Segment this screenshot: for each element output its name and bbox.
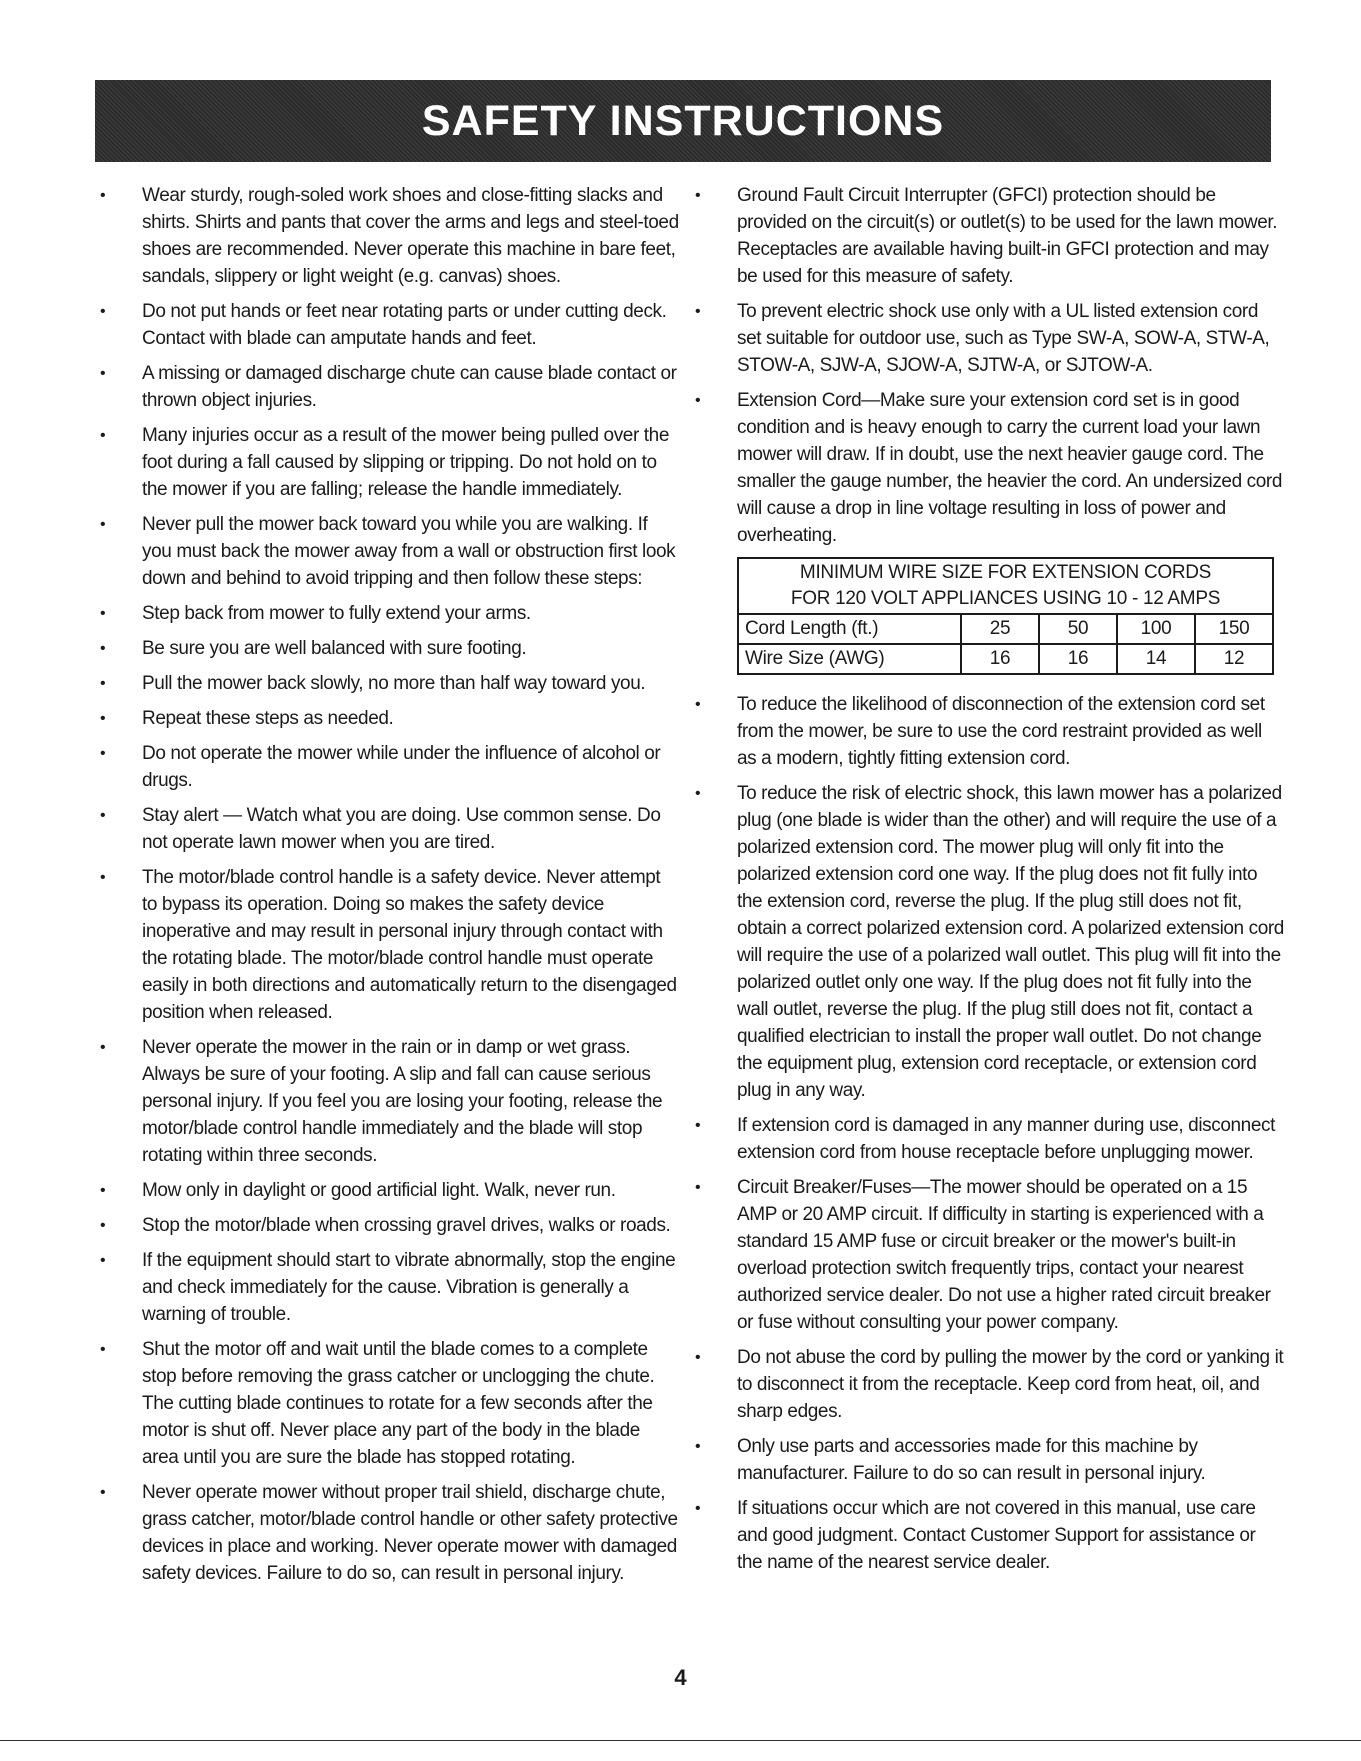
- table-title-line1: MINIMUM WIRE SIZE FOR EXTENSION CORDS: [799, 562, 1212, 583]
- footer-divider: [0, 1740, 1361, 1741]
- table-cell: 12: [1195, 644, 1273, 674]
- table-cell: 16: [1039, 644, 1117, 674]
- table-title: [738, 558, 1273, 614]
- list-item: • If extension cord is damaged in any manner during use, disconnect extension cord from house receptacle before unplugging mower.: [695, 1112, 1285, 1166]
- list-item: • Only use parts and accessories made for this machine by manufacturer. Failure to do so can result in personal injury.: [695, 1433, 1285, 1487]
- right-column: [695, 182, 1285, 1584]
- list-item: • Ground Fault Circuit Interrupter (GFCI) protection should be provided on the circuit(s) or outlet(s) to be used for the lawn mower. Receptacles are available having built-in GFCI protection and may be used for this measure of safety.: [695, 182, 1285, 290]
- list-item: • Stay alert — Watch what you are doing. Use common sense. Do not operate lawn mower when you are tired.: [100, 802, 680, 856]
- list-item: • The motor/blade control handle is a safety device. Never attempt to bypass its operation. Doing so makes the safety device inoperative and may result in personal injury through contact with the rotating blade. The motor/blade control handle must operate easily in both directions and automatically return to the disengaged position when released.: [100, 864, 680, 1026]
- list-item: • Do not put hands or feet near rotating parts or under cutting deck. Contact with blade can amputate hands and feet.: [100, 298, 680, 352]
- row-label: Wire Size (AWG): [738, 644, 961, 674]
- table-cell: 100: [1117, 614, 1195, 644]
- list-item: • Stop the motor/blade when crossing gravel drives, walks or roads.: [100, 1212, 680, 1239]
- right-bullet-list-bottom: [695, 691, 1285, 1576]
- list-item: • Shut the motor off and wait until the blade comes to a complete stop before removing the grass catcher or unclogging the chute. The cutting blade continues to rotate for a few seconds after the motor is shut off. Never place any part of the body in the blade area until you are sure the blade has stopped rotating.: [100, 1336, 680, 1471]
- table-cell: 14: [1117, 644, 1195, 674]
- left-bullet-list: [100, 182, 680, 1587]
- list-item: • Wear sturdy, rough-soled work shoes and close-fitting slacks and shirts. Shirts and pants that cover the arms and legs and steel-toed shoes are recommended. Never operate this machine in bare feet, sandals, slippery or light weight (e.g. canvas) shoes.: [100, 182, 680, 290]
- list-item: • A missing or damaged discharge chute can cause blade contact or thrown object injuries.: [100, 360, 680, 414]
- page-number: 4: [674, 1665, 687, 1690]
- table-cell: 16: [961, 644, 1039, 674]
- list-item: • Extension Cord—Make sure your extension cord set is in good condition and is heavy enough to carry the current load your lawn mower will draw. If in doubt, use the next heavier gauge cord. The smaller the gauge number, the heavier the cord. An undersized cord will cause a drop in line voltage resulting in loss of power and overheating.: [695, 387, 1285, 549]
- list-item: • Circuit Breaker/Fuses—The mower should be operated on a 15 AMP or 20 AMP circuit. If difficulty in starting is experienced with a standard 15 AMP fuse or circuit breaker or the mower's built-in overload protection switch frequently trips, contact your nearest authorized service dealer. Do not use a higher rated circuit breaker or fuse without consulting your power company.: [695, 1174, 1285, 1336]
- list-item: • Never pull the mower back toward you while you are walking. If you must back the mower away from a wall or obstruction first look down and behind to avoid tripping and then follow these steps:: [100, 511, 680, 592]
- list-item: • Be sure you are well balanced with sure footing.: [100, 635, 680, 662]
- row-label: Cord Length (ft.): [738, 614, 961, 644]
- list-item: • If situations occur which are not covered in this manual, use care and good judgment. Contact Customer Support for assistance or the name of the nearest service dealer.: [695, 1495, 1285, 1576]
- list-item: • Do not abuse the cord by pulling the mower by the cord or yanking it to disconnect it from the receptacle. Keep cord from heat, oil, and sharp edges.: [695, 1344, 1285, 1425]
- right-bullet-list-top: [695, 182, 1285, 549]
- list-item: • Many injuries occur as a result of the mower being pulled over the foot during a fall caused by slipping or tripping. Do not hold on to the mower if you are falling; release the handle immediately.: [100, 422, 680, 503]
- list-item: • Do not operate the mower while under the influence of alcohol or drugs.: [100, 740, 680, 794]
- table-cell: 25: [961, 614, 1039, 644]
- page-title: SAFETY INSTRUCTIONS: [421, 96, 945, 145]
- list-item: • To reduce the likelihood of disconnection of the extension cord set from the mower, be sure to use the cord restraint provided as well as a modern, tightly fitting extension cord.: [695, 691, 1285, 772]
- table-cell: 50: [1039, 614, 1117, 644]
- table-title-row: [738, 558, 1273, 614]
- table-row: [738, 644, 1273, 674]
- list-item: • Pull the mower back slowly, no more than half way toward you.: [100, 670, 680, 697]
- wire-size-table: [737, 557, 1274, 675]
- list-item: • Step back from mower to fully extend your arms.: [100, 600, 680, 627]
- list-item: • If the equipment should start to vibrate abnormally, stop the engine and check immediately for the cause. Vibration is generally a warning of trouble.: [100, 1247, 680, 1328]
- left-column: [100, 182, 680, 1595]
- list-item: • Never operate mower without proper trail shield, discharge chute, grass catcher, motor/blade control handle or other safety protective devices in place and working. Never operate mower with damaged safety devices. Failure to do so, can result in personal injury.: [100, 1479, 680, 1587]
- list-item: • To prevent electric shock use only with a UL listed extension cord set suitable for outdoor use, such as Type SW-A, SOW-A, STW-A, STOW-A, SJW-A, SJOW-A, SJTW-A, or SJTOW-A.: [695, 298, 1285, 379]
- table-row: [738, 614, 1273, 644]
- wire-size-table-container: [737, 557, 1274, 675]
- list-item: • Mow only in daylight or good artificial light. Walk, never run.: [100, 1177, 680, 1204]
- list-item: • Repeat these steps as needed.: [100, 705, 680, 732]
- list-item: • Never operate the mower in the rain or in damp or wet grass. Always be sure of your footing. A slip and fall can cause serious personal injury. If you feel you are losing your footing, release the motor/blade control handle immediately and the blade will stop rotating within three seconds.: [100, 1034, 680, 1169]
- table-cell: 150: [1195, 614, 1273, 644]
- table-title-line2: FOR 120 VOLT APPLIANCES USING 10 - 12 AMPS: [790, 588, 1221, 609]
- header-banner: [95, 80, 1271, 162]
- list-item: • To reduce the risk of electric shock, this lawn mower has a polarized plug (one blade is wider than the other) and will require the use of a polarized extension cord. The mower plug will only fit into the polarized extension cord one way. If the plug does not fit fully into the extension cord, reverse the plug. If the plug still does not fit, obtain a correct polarized extension cord. A polarized extension cord will require the use of a polarized wall outlet. This plug will fit into the polarized outlet only one way. If the plug does not fit fully into the wall outlet, reverse the plug. If the plug still does not fit, contact a qualified electrician to install the proper wall outlet. Do not change the equipment plug, extension cord receptacle, or extension cord plug in any way.: [695, 780, 1285, 1104]
